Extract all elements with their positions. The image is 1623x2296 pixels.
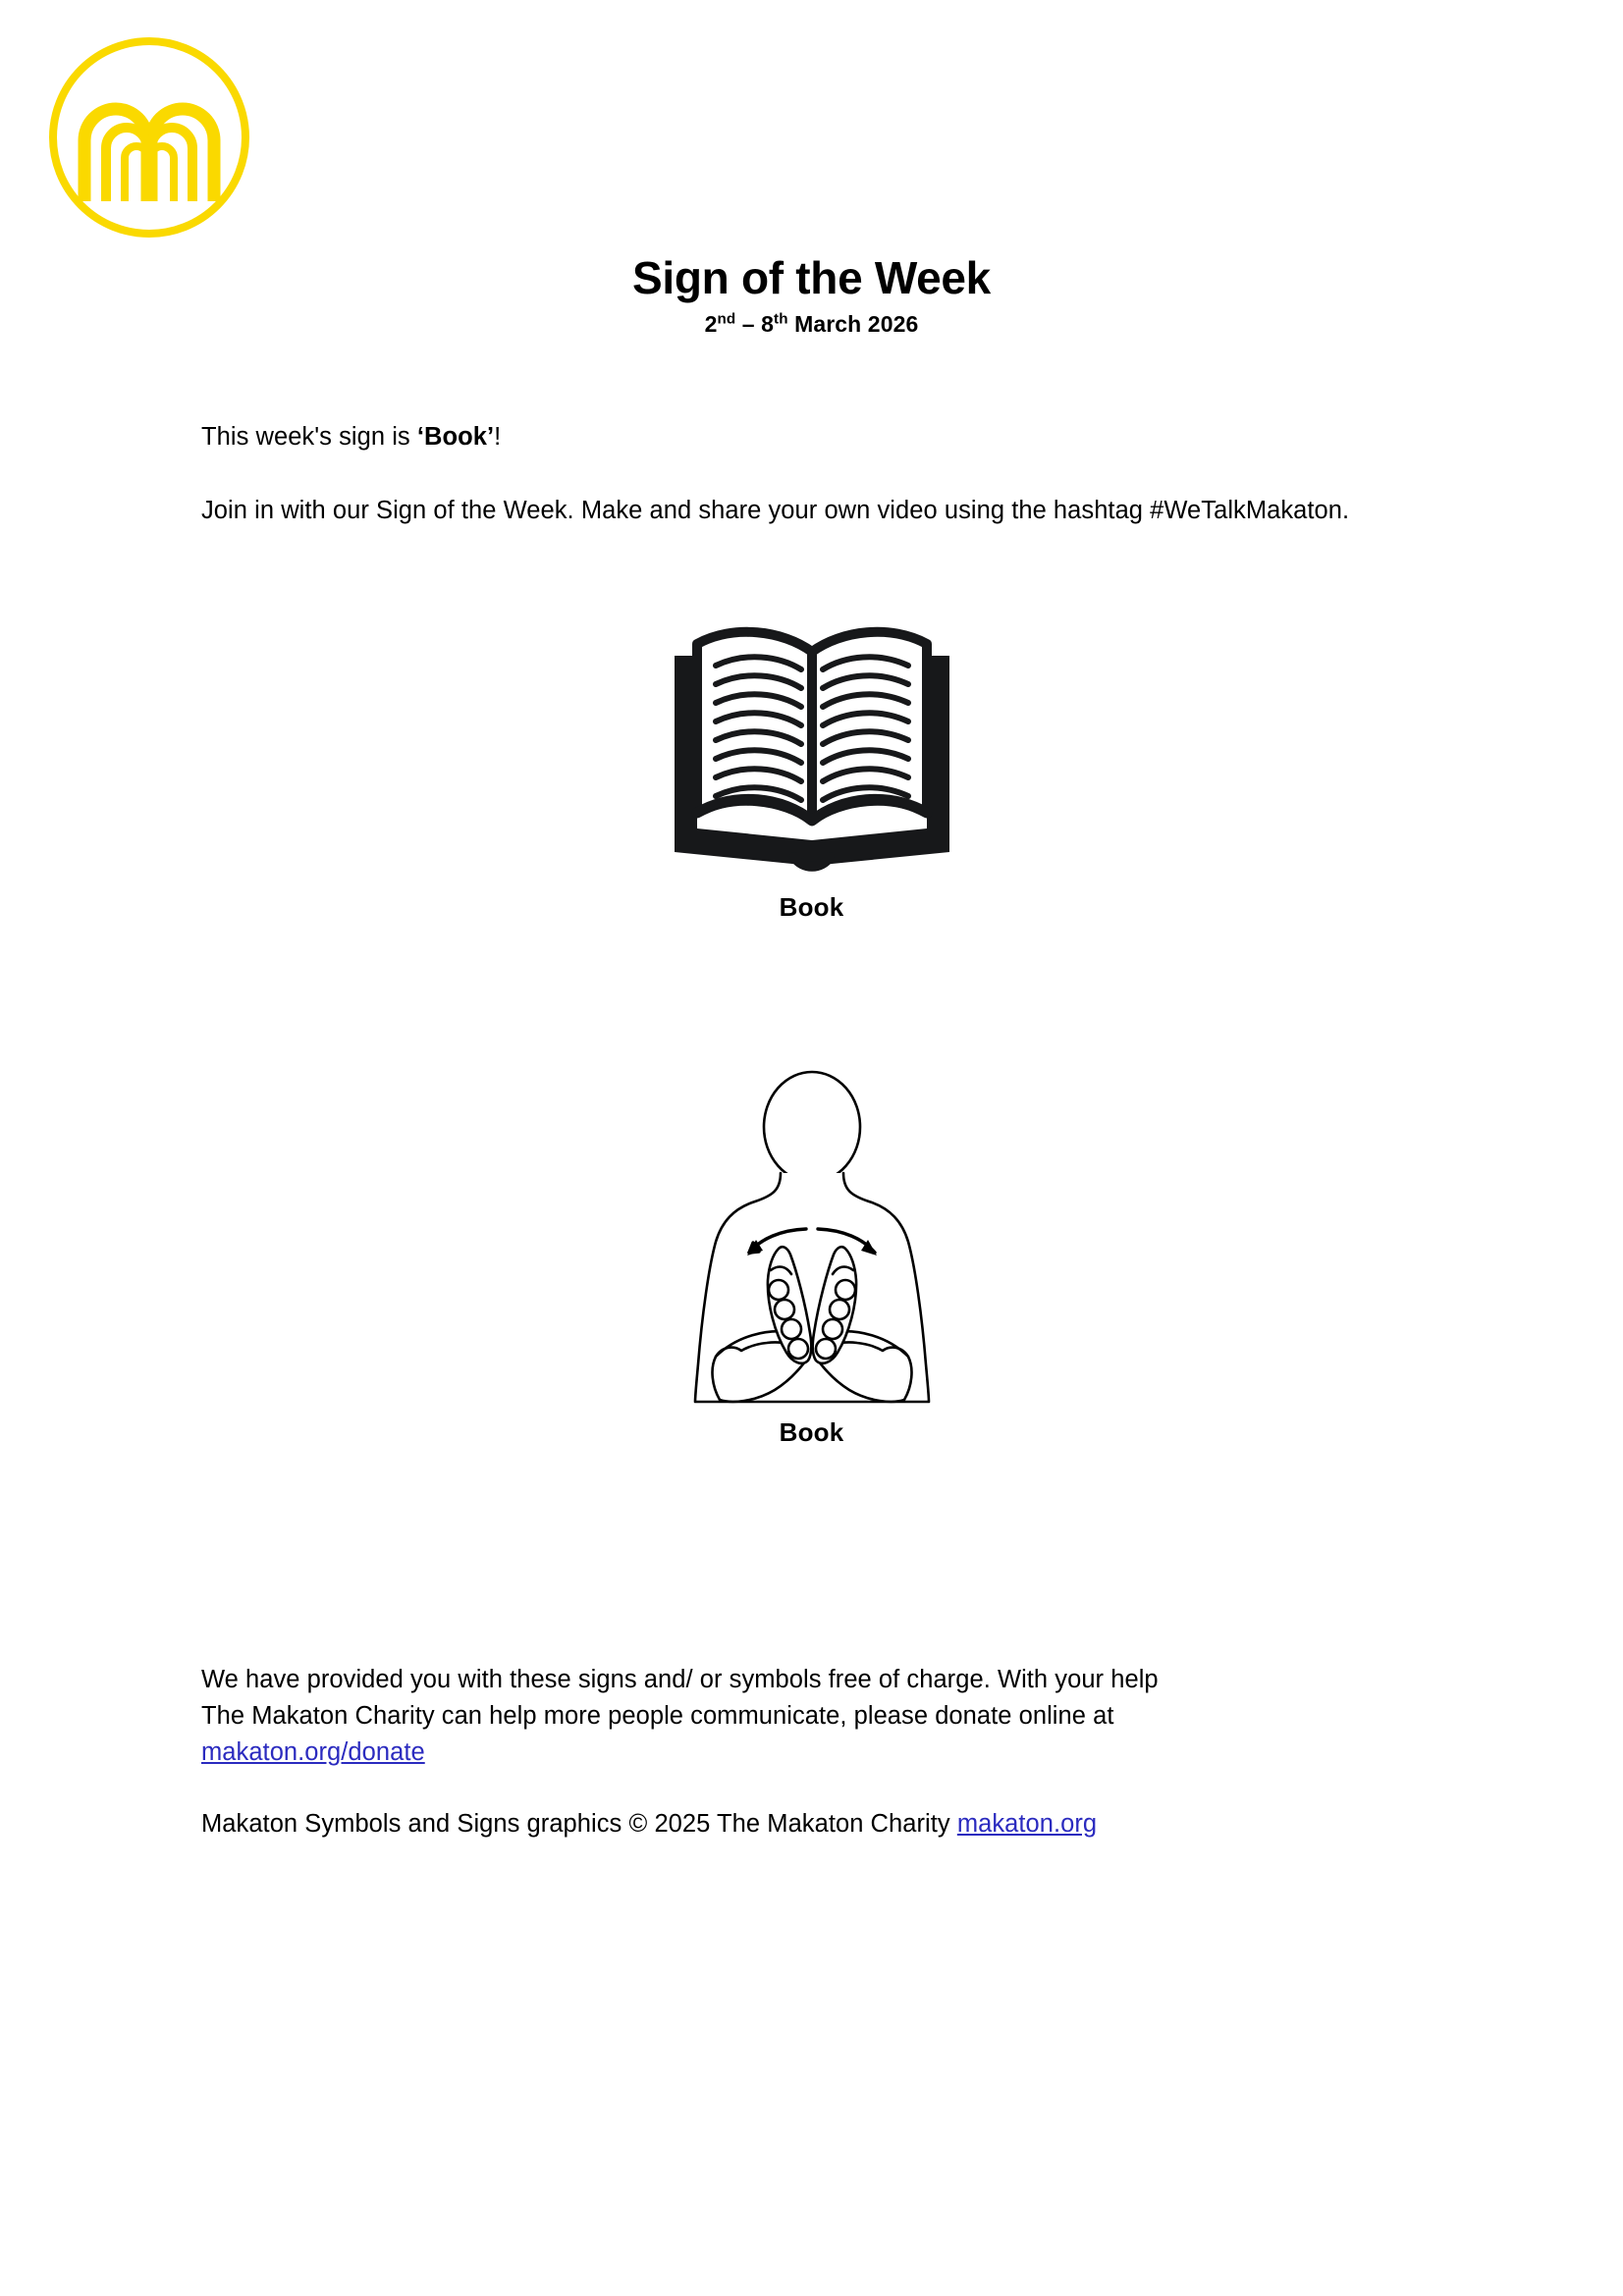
intro-prefix: This week's sign is [201, 423, 417, 451]
date-to-day: 8 [761, 310, 775, 337]
intro-hashtag-line: Join in with our Sign of the Week. Make and share your own video using the hashtag #WeTalkMakaton. [201, 497, 1350, 524]
copyright-paragraph [201, 1806, 1409, 1842]
book-sign-illustration-icon [665, 1070, 959, 1404]
page-title: Sign of the Week [632, 252, 991, 303]
date-to-ordinal: th [774, 309, 788, 327]
symbol-figure [0, 618, 1623, 923]
intro-text-block [201, 419, 1394, 529]
date-from-day: 2 [704, 310, 718, 337]
intro-sign-line [201, 419, 1394, 455]
intro-suffix: ! [494, 423, 502, 451]
date-dash: – [735, 310, 762, 337]
footer-block [201, 1662, 1409, 1842]
date-from-ordinal: nd [717, 309, 736, 327]
copyright-text: Makaton Symbols and Signs graphics © 2025 The Makaton Charity [201, 1810, 957, 1838]
symbol-caption: Book [779, 892, 844, 922]
donate-line-2: The Makaton Charity can help more people communicate, please donate online at [201, 1702, 1114, 1730]
donate-link[interactable]: makaton.org/donate [201, 1738, 425, 1766]
title-block [0, 253, 1623, 338]
open-book-symbol-icon [665, 618, 959, 879]
sign-figure [0, 1070, 1623, 1448]
donate-paragraph [201, 1662, 1409, 1771]
makaton-org-link[interactable]: makaton.org [956, 1810, 1098, 1838]
donate-line-1: We have provided you with these signs and/ or symbols free of charge. With your help [201, 1666, 1159, 1693]
intro-sign-word: ‘Book’ [416, 423, 495, 451]
sign-caption: Book [779, 1417, 844, 1447]
makaton-m-circle-logo-icon [44, 32, 254, 242]
date-range-subtitle [0, 311, 1623, 338]
date-month-year: March 2026 [787, 310, 919, 337]
